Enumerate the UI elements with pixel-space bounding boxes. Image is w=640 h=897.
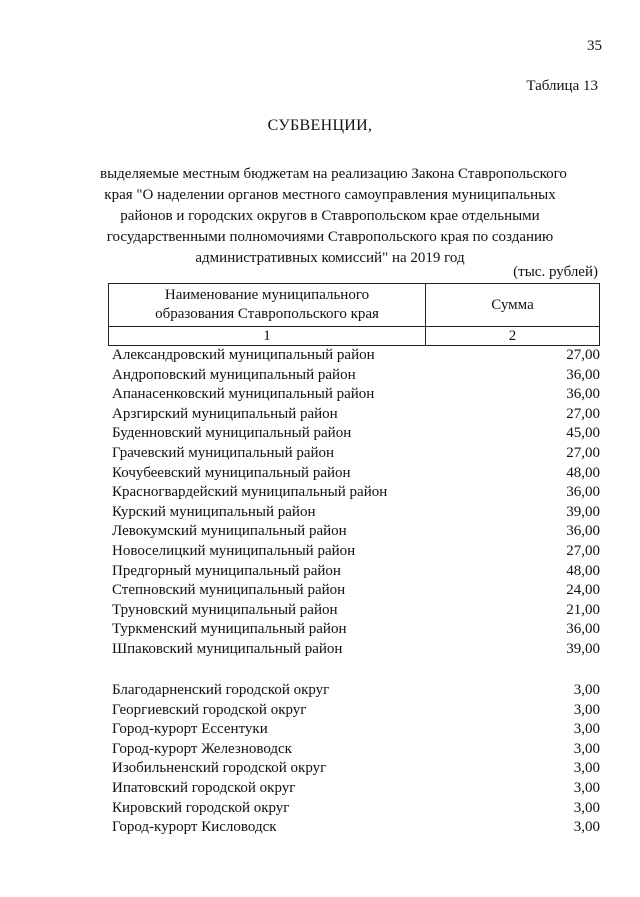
- amount-value: 27,00: [566, 542, 600, 559]
- municipality-name: Грачевский муниципальный район: [112, 444, 335, 461]
- amount-value: 36,00: [566, 523, 600, 540]
- amount-value: 3,00: [573, 701, 600, 718]
- municipality-name: Новоселицкий муниципальный район: [112, 542, 356, 559]
- table-header: [108, 283, 600, 346]
- amount-value: 27,00: [566, 347, 600, 363]
- okrugs-list: [112, 681, 600, 838]
- table-row: [112, 346, 600, 366]
- table-row: [112, 464, 600, 484]
- municipality-name: Апанасенковский муниципальный район: [112, 386, 375, 403]
- subtitle-line: края "О наделении органов местного самоуправления муниципальных: [104, 187, 556, 203]
- table-row: [112, 779, 600, 799]
- amount-value: 36,00: [566, 386, 600, 403]
- amount-value: 39,00: [566, 503, 600, 520]
- municipality-name: Туркменский муниципальный район: [112, 621, 347, 638]
- subtitle-line: выделяемые местным бюджетам на реализацию Закона Ставропольского: [100, 166, 567, 182]
- amount-value: 3,00: [573, 760, 600, 777]
- municipality-name: Арзгирский муниципальный район: [112, 405, 338, 422]
- amount-value: 3,00: [573, 799, 600, 816]
- amount-value: 39,00: [566, 640, 600, 657]
- table-row: [112, 542, 600, 562]
- municipality-name: Андроповский муниципальный район: [112, 366, 356, 383]
- amount-value: 3,00: [573, 779, 600, 796]
- amount-value: 3,00: [573, 740, 600, 757]
- municipality-name: Город-курорт Ессентуки: [112, 721, 268, 738]
- table-row: [112, 503, 600, 523]
- document-subtitle: [100, 164, 567, 269]
- districts-list: [112, 346, 600, 660]
- amount-value: 27,00: [566, 444, 600, 461]
- amount-value: 3,00: [573, 682, 600, 698]
- header-name-cell: [109, 284, 426, 327]
- units-label: (тыс. рублей): [513, 264, 598, 280]
- table-row: [112, 701, 600, 721]
- table-row: [112, 424, 600, 444]
- amount-value: 48,00: [566, 562, 600, 579]
- amount-value: 36,00: [566, 621, 600, 638]
- municipality-name: Труновский муниципальный район: [112, 601, 338, 618]
- amount-value: 21,00: [566, 601, 600, 618]
- amount-value: 27,00: [566, 405, 600, 422]
- amount-value: 3,00: [573, 819, 600, 836]
- municipality-name: Красногвардейский муниципальный район: [112, 484, 388, 501]
- amount-value: 24,00: [566, 582, 600, 599]
- table-row: [112, 818, 600, 838]
- subtitle-line: районов и городских округов в Ставропольском крае отдельными: [120, 208, 540, 224]
- municipality-name: Степновский муниципальный район: [112, 582, 346, 599]
- table-label: Таблица 13: [526, 78, 598, 94]
- municipality-name: Александровский муниципальный район: [112, 347, 375, 363]
- municipality-name: Изобильненский городской округ: [112, 760, 327, 777]
- table-row: [112, 681, 600, 701]
- table-row: [112, 405, 600, 425]
- subtitle-line: государственными полномочиями Ставропольского края по созданию: [106, 229, 554, 245]
- table-row: [112, 601, 600, 621]
- amount-value: 3,00: [573, 721, 600, 738]
- header-col-number: 1: [109, 327, 426, 346]
- amount-value: 45,00: [566, 425, 600, 442]
- page-number: 35: [587, 38, 602, 54]
- table-row: [112, 720, 600, 740]
- municipality-name: Левокумский муниципальный район: [112, 523, 347, 540]
- table-row: [112, 740, 600, 760]
- header-name-line: образования Ставропольского края: [155, 306, 379, 322]
- document-title: СУБВЕНЦИИ,: [267, 117, 373, 134]
- municipality-name: Город-курорт Железноводск: [112, 740, 292, 757]
- amount-value: 36,00: [566, 366, 600, 383]
- table-row: [112, 759, 600, 779]
- municipality-name: Курский муниципальный район: [112, 503, 316, 520]
- municipality-name: Предгорный муниципальный район: [112, 562, 341, 579]
- table-row: [112, 620, 600, 640]
- table-row: [112, 444, 600, 464]
- subtitle-line: административных комиссий" на 2019 год: [195, 250, 465, 266]
- municipality-name: Благодарненский городской округ: [112, 682, 330, 698]
- table-row: [112, 385, 600, 405]
- municipality-name: Георгиевский городской округ: [112, 701, 307, 718]
- table-row: [112, 640, 600, 660]
- header-col-number: 2: [426, 327, 600, 346]
- municipality-name: Буденновский муниципальный район: [112, 425, 352, 442]
- amount-value: 36,00: [566, 484, 600, 501]
- municipality-name: Ипатовский городской округ: [112, 779, 296, 796]
- table-row: [112, 366, 600, 386]
- header-sum-cell: Сумма: [426, 284, 600, 327]
- table-row: [112, 581, 600, 601]
- table-row: [112, 799, 600, 819]
- header-name-line: Наименование муниципального: [164, 287, 370, 303]
- table-row: [112, 562, 600, 582]
- municipality-name: Город-курорт Кисловодск: [112, 819, 277, 836]
- table-row: [112, 483, 600, 503]
- municipality-name: Шпаковский муниципальный район: [112, 640, 343, 657]
- amount-value: 48,00: [566, 464, 600, 481]
- table-row: [112, 522, 600, 542]
- municipality-name: Кировский городской округ: [112, 799, 290, 816]
- municipality-name: Кочубеевский муниципальный район: [112, 464, 351, 481]
